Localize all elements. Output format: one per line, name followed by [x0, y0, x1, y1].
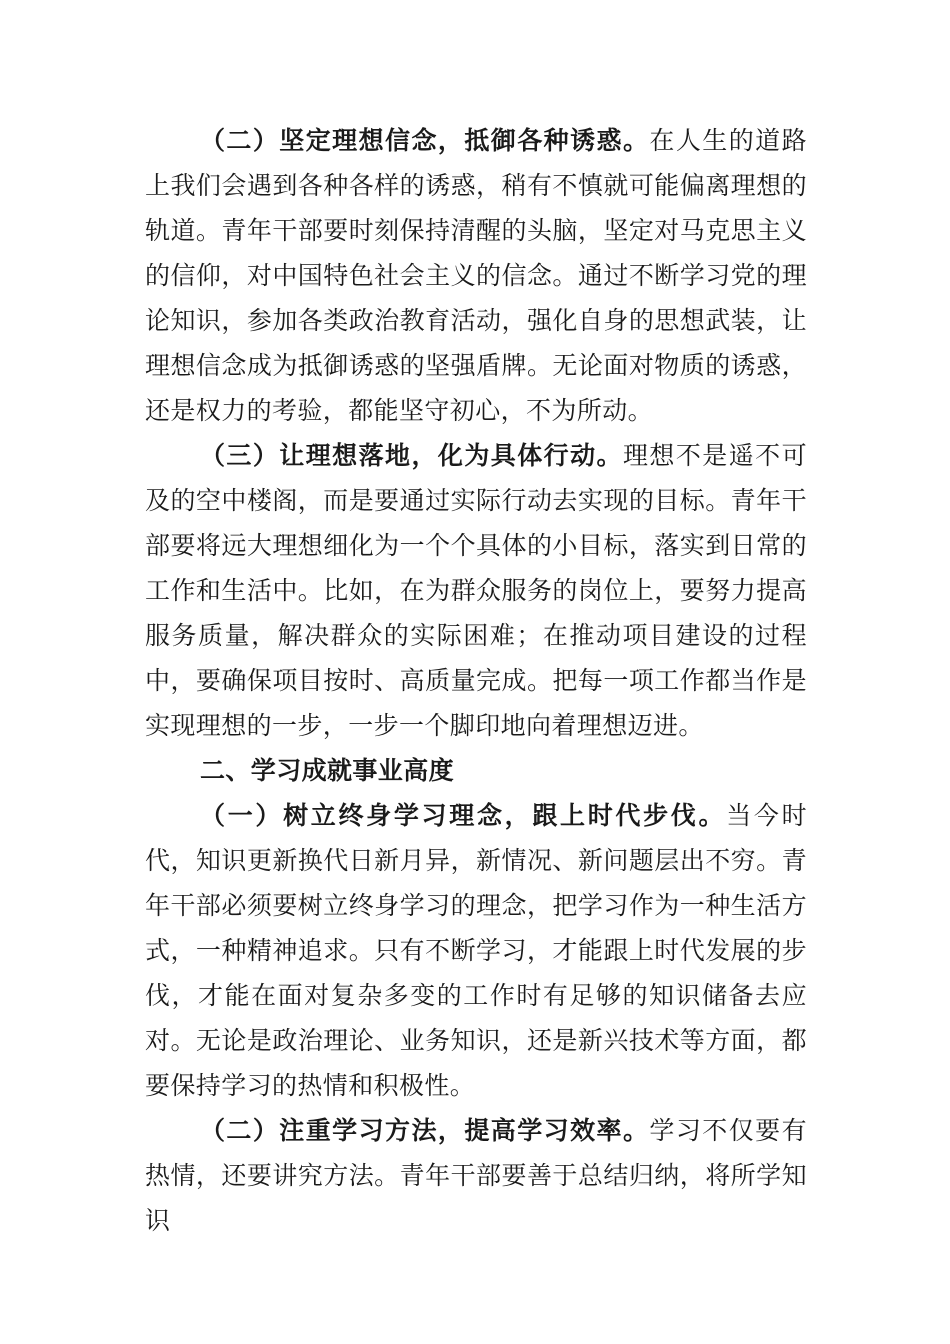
paragraph-lead: （二）注重学习方法，提高学习效率。: [200, 1116, 650, 1145]
paragraph-lifelong-learning: [145, 793, 807, 1108]
paragraph-body: 当今时代，知识更新换代日新月异，新情况、新问题层出不穷。青年干部必须要树立终身学习的理念，把学习作为一种生活方式，一种精神追求。只有不断学习，才能跟上时代发展的步伐，才能在面对复杂多变的工作时有足够的知识储备去应对。无论是政治理论、业务知识，还是新兴技术等方面，都要保持学习的热情和积极性。: [145, 801, 807, 1100]
paragraph-body: 在人生的道路上我们会遇到各种各样的诱惑，稍有不慎就可能偏离理想的轨道。青年干部要时刻保持清醒的头脑，坚定对马克思主义的信仰，对中国特色社会主义的信念。通过不断学习党的理论知识，参加各类政治教育活动，强化自身的思想武装，让理想信念成为抵御诱惑的坚强盾牌。无论面对物质的诱惑，还是权力的考验，都能坚守初心，不为所动。: [145, 126, 807, 425]
paragraph-ideal-action: [145, 433, 807, 748]
paragraph-lead: （三）让理想落地，化为具体行动。: [200, 441, 623, 470]
section-heading: 二、学习成就事业高度: [200, 756, 455, 785]
paragraph-ideal-belief: [145, 118, 807, 433]
paragraph-body: 学习不仅要有热情，还要讲究方法。青年干部要善于总结归纳，将所学知识: [145, 1116, 807, 1235]
document-body: [145, 118, 807, 1243]
paragraph-lead: （一）树立终身学习理念，跟上时代步伐。: [200, 801, 727, 830]
paragraph-body: 理想不是遥不可及的空中楼阁，而是要通过实际行动去实现的目标。青年干部要将远大理想细化为一个个具体的小目标，落实到日常的工作和生活中。比如，在为群众服务的岗位上，要努力提高服务质量，解决群众的实际困难；在推动项目建设的过程中，要确保项目按时、高质量完成。把每一项工作都当作是实现理想的一步，一步一个脚印地向着理想迈进。: [145, 441, 807, 740]
paragraph-learning-method: [145, 1108, 807, 1243]
paragraph-lead: （二）坚定理想信念，抵御各种诱惑。: [200, 126, 650, 155]
